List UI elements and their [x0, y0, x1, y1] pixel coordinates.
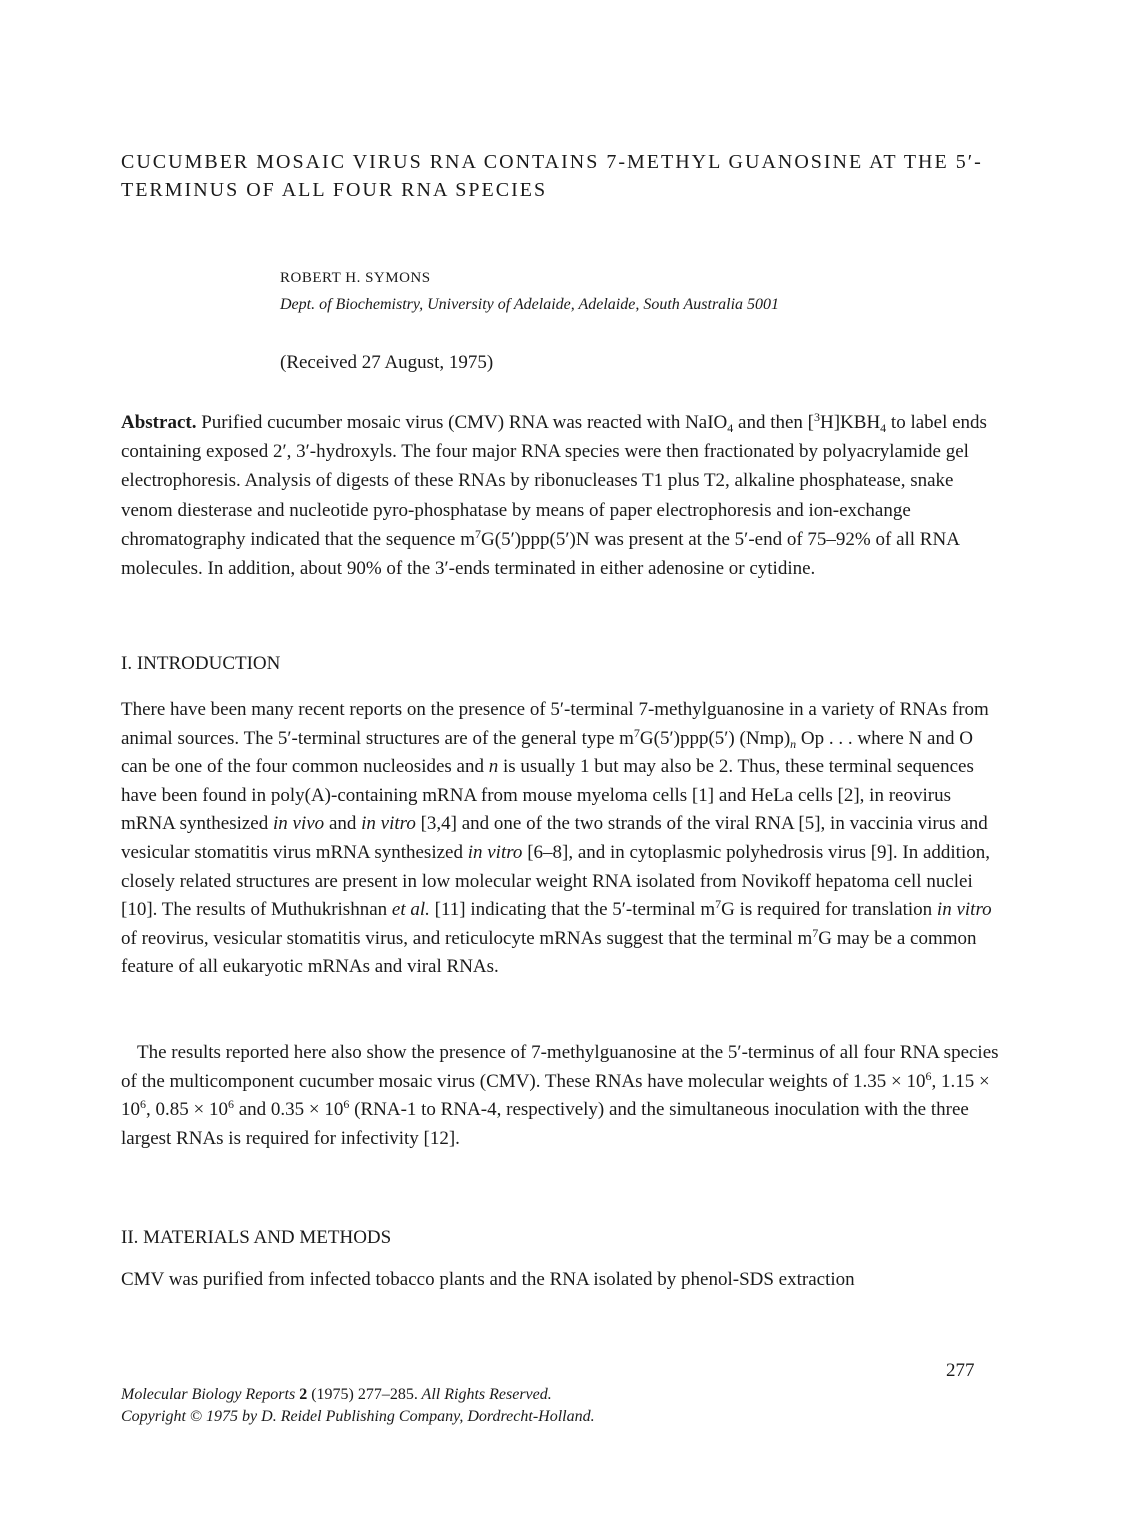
body-text: , 0.85 × 10	[146, 1099, 228, 1121]
body-text: G may be a common feature of all eukaryotic mRNAs and viral RNAs.	[121, 927, 977, 978]
abstract-text: Purified cucumber mosaic virus (CMV) RNA was reacted with NaIO	[196, 412, 728, 433]
section-heading-introduction: I. INTRODUCTION	[121, 653, 281, 674]
methods-paragraph-1: CMV was purified from infected tobacco plants and the RNA isolated by phenol-SDS extraction	[121, 1269, 855, 1290]
body-text: Op . . . where N and O can be one of the four common nucleosides and	[121, 727, 973, 778]
superscript: 6	[140, 1097, 146, 1112]
introduction-paragraph-1	[121, 696, 1001, 982]
body-text: G(5′)ppp(5′) (Nmp)	[639, 727, 791, 749]
body-text: and	[324, 813, 362, 835]
italic-text: et al.	[391, 899, 430, 921]
superscript: 7	[715, 897, 722, 912]
page-number: 277	[946, 1360, 975, 1381]
abstract-label: Abstract.	[121, 412, 197, 433]
copyright-line: Copyright © 1975 by D. Reidel Publishing Company, Dordrecht-Holland.	[121, 1408, 595, 1425]
subscript: 4	[727, 421, 734, 435]
body-text: [6–8], and in cytoplasmic polyhedrosis virus [9]. In addition, closely related structures are present in low molecular weight RNA isolated from Novikoff hepatoma cell nuclei [10]. The results of Muthukrishnan	[121, 841, 990, 921]
rights-statement: All Rights Reserved.	[417, 1386, 552, 1403]
article-title: CUCUMBER MOSAIC VIRUS RNA CONTAINS 7-METHYL GUANOSINE AT THE 5′-TERMINUS OF ALL FOUR RNA SPECIES	[121, 151, 983, 201]
body-text: There have been many recent reports on the presence of 5′-terminal 7-methylguanosine in a variety of RNAs from animal sources. The 5′-terminal structures are of the general type m	[121, 699, 989, 749]
introduction-paragraph-2	[121, 1039, 1001, 1153]
journal-name: Molecular Biology Reports	[121, 1386, 296, 1403]
body-text: is usually 1 but may also be 2. Thus, these terminal sequences have been found in poly(A)-containing mRNA from mouse myeloma cells [1] and HeLa cells [2], in reovirus mRNA synthesized	[121, 756, 974, 835]
body-text: The results reported here also show the presence of 7-methylguanosine at the 5′-terminus of all four RNA species of the multicomponent cucumber mosaic virus (CMV). These RNAs have molecular weights of 1.35 × 10	[121, 1042, 999, 1092]
citation-line	[121, 1384, 595, 1406]
superscript: 6	[227, 1097, 234, 1112]
body-text: [11] indicating that the 5′-terminal m	[429, 899, 716, 921]
superscript: 7	[475, 526, 482, 541]
subscript: n	[790, 736, 797, 751]
italic-text: in vitro	[361, 813, 416, 835]
italic-text: in vivo	[273, 813, 325, 835]
body-text: and 0.35 × 10	[233, 1099, 344, 1121]
body-text: G is required for translation	[721, 899, 937, 921]
subscript: 4	[880, 421, 887, 435]
author-name: ROBERT H. SYMONS	[280, 270, 431, 286]
superscript: 7	[633, 725, 640, 740]
superscript: 6	[925, 1068, 932, 1083]
body-text: , 1.15 × 10	[121, 1070, 990, 1121]
section-heading-methods: II. MATERIALS AND METHODS	[121, 1227, 392, 1248]
journal-year-pages: (1975) 277–285.	[311, 1386, 418, 1403]
abstract-text: G(5′)ppp(5′)N was present at the 5′-end of 75–92% of all RNA molecules. In addition, about 90% of the 3′-ends terminated in either adenosine or cytidine.	[121, 528, 959, 580]
abstract-text: H]KBH	[820, 412, 881, 433]
italic-text: in vitro	[936, 899, 992, 921]
superscript: 6	[343, 1097, 350, 1112]
body-text: of reovirus, vesicular stomatitis virus, and reticulocyte mRNAs suggest that the terminal m	[121, 927, 813, 949]
journal-footer	[121, 1384, 595, 1428]
abstract-text: and then [	[733, 412, 814, 433]
italic-text: in vitro	[467, 841, 523, 863]
superscript: 3	[814, 410, 820, 424]
body-text: [3,4] and one of the two strands of the viral RNA [5], in vaccinia virus and vesicular stomatitis virus mRNA synthesized	[121, 813, 988, 863]
abstract-text: to label ends containing exposed 2′, 3′-hydroxyls. The four major RNA species were then fractionated by polyacrylamide gel electrophoresis. Analysis of digests of these RNAs by ribonucleases T1 plus T2, alkaline phosphatease, snake venom diesterase and nucleotide pyro-phosphatase by means of paper electrophoresis and ion-exchange chromatography indicated that the sequence m	[121, 412, 987, 550]
italic-text: n	[488, 756, 499, 778]
author-affiliation: Dept. of Biochemistry, University of Adelaide, Adelaide, South Australia 5001	[280, 296, 780, 313]
received-date: (Received 27 August, 1975)	[280, 352, 494, 373]
body-text: (RNA-1 to RNA-4, respectively) and the simultaneous inoculation with the three largest RNAs is required for infectivity [12].	[121, 1099, 969, 1149]
journal-volume: 2	[295, 1386, 312, 1403]
abstract	[121, 408, 1001, 583]
superscript: 7	[812, 925, 819, 940]
